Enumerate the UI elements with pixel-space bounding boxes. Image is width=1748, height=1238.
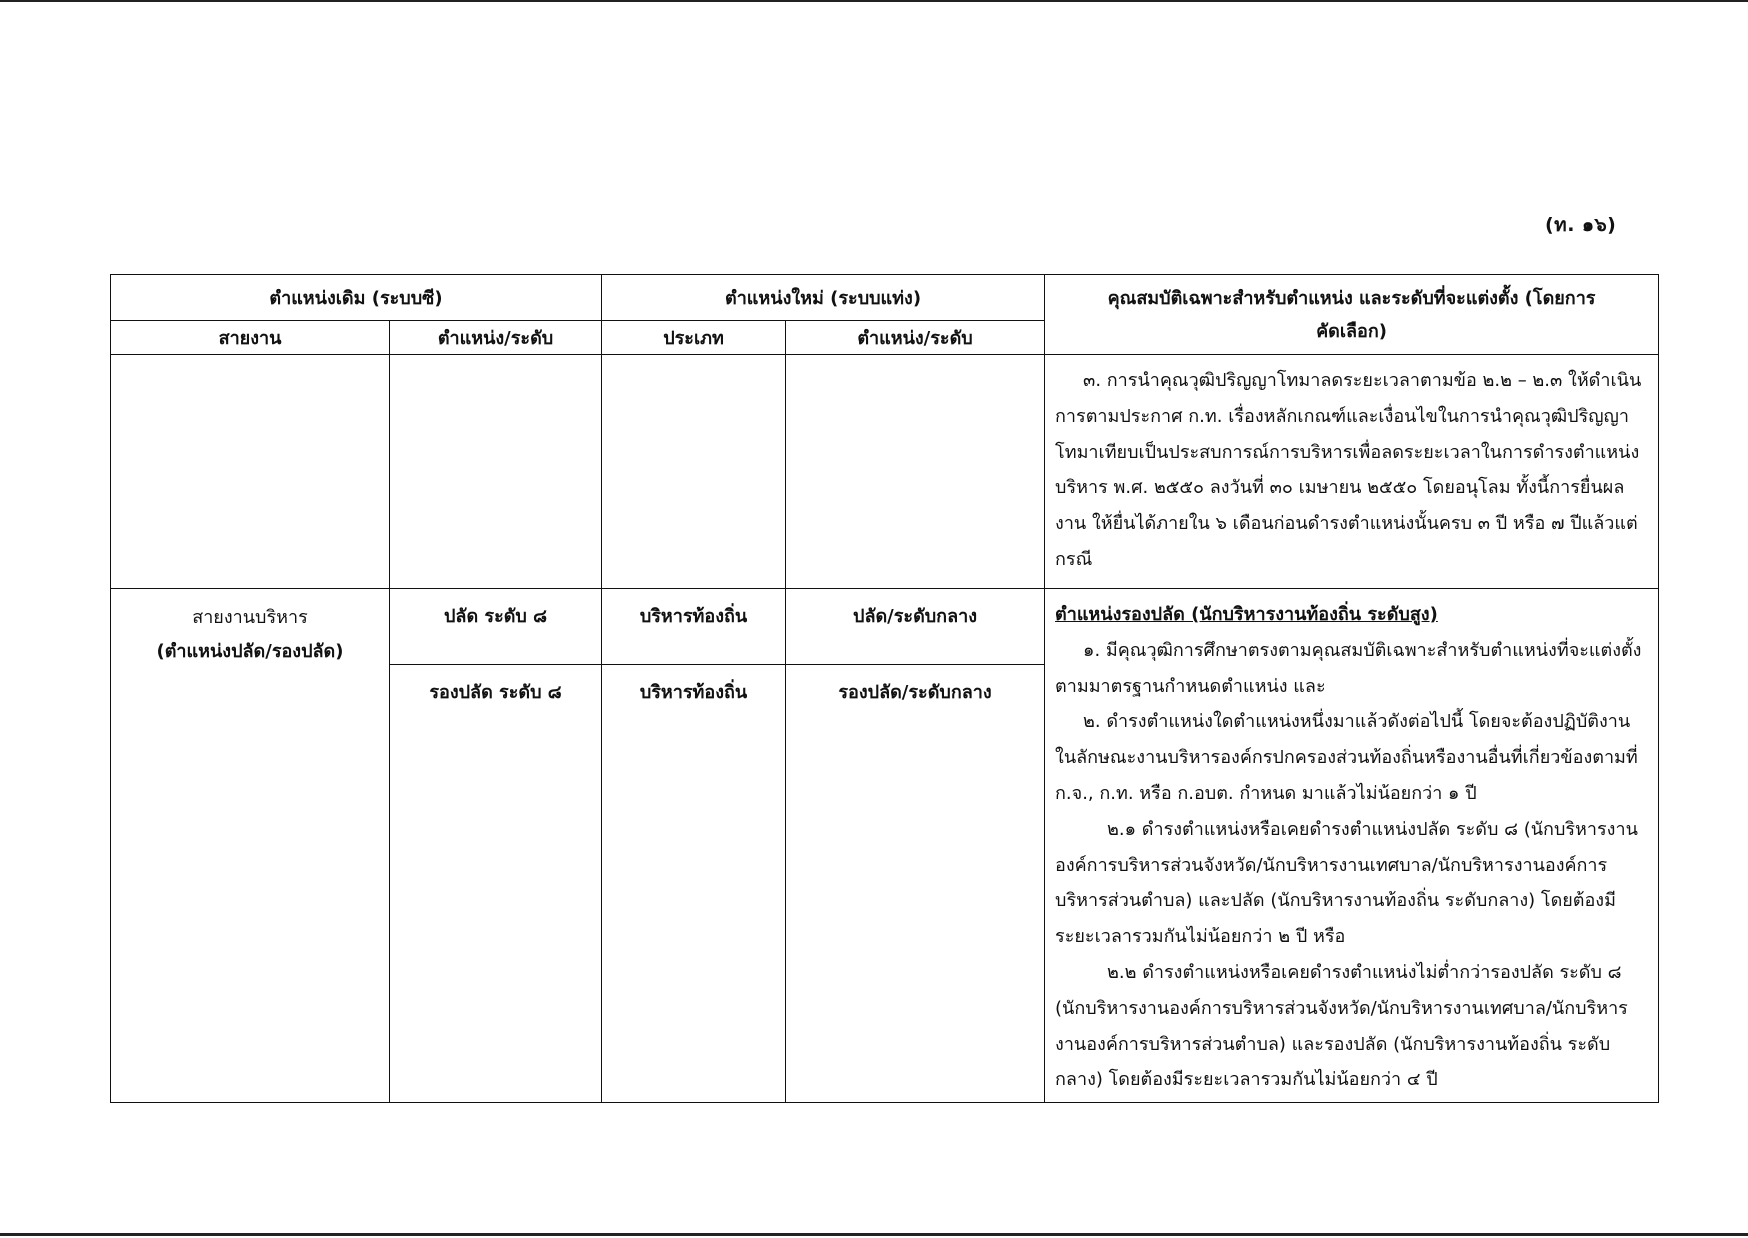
header-new-position-level: ตำแหน่ง/ระดับ (786, 321, 1045, 355)
empty-cell (111, 355, 390, 589)
position-table (110, 274, 1659, 1103)
qualification-item-2: ๒. ดำรงตำแหน่งใดตำแหน่งหนึ่งมาแล้วดังต่อไปนี้ โดยจะต้องปฏิบัติงานในลักษณะงานบริหารองค์กรปกครองส่วนท้องถิ่นหรืองานอื่นที่เกี่ยวข้องตามที่ ก.จ., ก.ท. หรือ ก.อบต. กำหนด มาแล้วไม่น้อยกว่า ๑ ปี (1055, 711, 1638, 804)
qualification-item-3: ๓. การนำคุณวุฒิปริญญาโทมาลดระยะเวลาตามข้อ ๒.๒ – ๒.๓ ให้ดำเนินการตามประกาศ ก.ท. เรื่องหลักเกณฑ์และเงื่อนไขในการนำคุณวุฒิปริญญาโทมาเทียบเป็นประสบการณ์การบริหารเพื่อลดระยะเวลาในการดำรงตำแหน่งบริหาร พ.ศ. ๒๕๕๐ ลงวันที่ ๓๐ เมษายน ๒๕๕๐ โดยอนุโลม ทั้งนี้การยื่นผลงาน ให้ยื่นได้ภายใน ๖ เดือนก่อนดำรงตำแหน่งนั้นครบ ๓ ปี หรือ ๗ ปีแล้วแต่กรณี (1055, 370, 1642, 570)
line-of-work-cell (111, 589, 390, 1103)
new-position-cell: ปลัด/ระดับกลาง (786, 589, 1045, 665)
line-of-work-sub-label: (ตำแหน่งปลัด/รองปลัด) (156, 641, 344, 662)
qualification-item-2-2: ๒.๒ ดำรงตำแหน่งหรือเคยดำรงตำแหน่งไม่ต่ำกว่ารองปลัด ระดับ ๘ (นักบริหารงานองค์การบริหารส่วนจังหวัด/นักบริหารงานเทศบาล/นักบริหารงานองค์การบริหารส่วนตำบล) และรองปลัด (นักบริหารงานท้องถิ่น ระดับกลาง) โดยต้องมีระยะเวลารวมกันไม่น้อยกว่า ๔ ปี (1055, 961, 1628, 1091)
table-row (111, 355, 1659, 589)
old-position-cell: ปลัด ระดับ ๘ (390, 589, 602, 665)
header-old-position: ตำแหน่งเดิม (ระบบซี) (111, 275, 602, 321)
page-top-edge (0, 0, 1748, 2)
old-position-cell: รองปลัด ระดับ ๘ (390, 664, 602, 1102)
qualification-item-1: ๑. มีคุณวุฒิการศึกษาตรงตามคุณสมบัติเฉพาะสำหรับตำแหน่งที่จะแต่งตั้งตามมาตรฐานกำหนดตำแหน่ง และ (1055, 639, 1642, 697)
empty-cell (602, 355, 786, 589)
type-cell: บริหารท้องถิ่น (602, 589, 786, 665)
qualification-cell (1045, 589, 1659, 1103)
header-line-of-work: สายงาน (111, 321, 390, 355)
header-qualifications: คุณสมบัติเฉพาะสำหรับตำแหน่ง และระดับที่จะแต่งตั้ง (โดยการคัดเลือก) (1045, 275, 1659, 355)
header-new-position: ตำแหน่งใหม่ (ระบบแท่ง) (602, 275, 1045, 321)
qualification-item-2-1: ๒.๑ ดำรงตำแหน่งหรือเคยดำรงตำแหน่งปลัด ระดับ ๘ (นักบริหารงานองค์การบริหารส่วนจังหวัด/นักบริหารงานเทศบาล/นักบริหารงานองค์การบริหารส่วนตำบล) และปลัด (นักบริหารงานท้องถิ่น ระดับกลาง) โดยต้องมีระยะเวลารวมกันไม่น้อยกว่า ๒ ปี หรือ (1055, 818, 1638, 948)
new-position-cell: รองปลัด/ระดับกลาง (786, 664, 1045, 1102)
empty-cell (390, 355, 602, 589)
qualification-title: ตำแหน่งรองปลัด (นักบริหารงานท้องถิ่น ระดับสูง) (1055, 604, 1438, 625)
table-row (111, 589, 1659, 665)
header-type: ประเภท (602, 321, 786, 355)
page-code: (ท. ๑๖) (1545, 214, 1617, 236)
type-cell: บริหารท้องถิ่น (602, 664, 786, 1102)
qualification-cell (1045, 355, 1659, 589)
empty-cell (786, 355, 1045, 589)
header-old-position-level: ตำแหน่ง/ระดับ (390, 321, 602, 355)
page-bottom-edge (0, 1233, 1748, 1236)
line-of-work-label: สายงานบริหาร (192, 607, 308, 628)
header-row-1 (111, 275, 1659, 321)
